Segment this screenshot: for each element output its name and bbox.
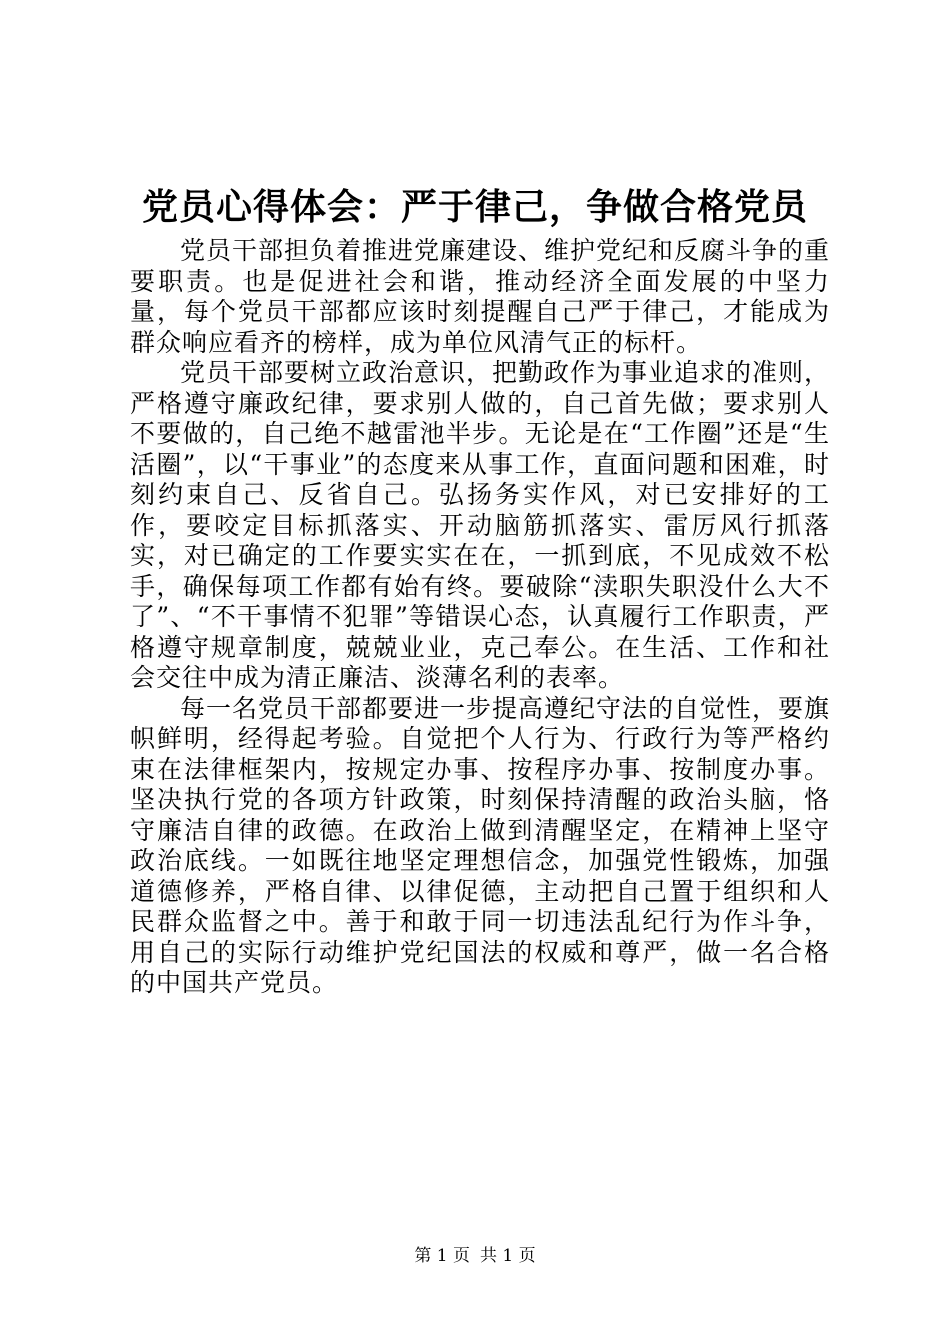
document-body	[130, 236, 830, 999]
paragraph-3: 每一名党员干部都要进一步提高遵纪守法的自觉性，要旗帜鲜明，经得起考验。自觉把个人行为、行政行为等严格约束在法律框架内，按规定办事、按程序办事、按制度办事。坚决执行党的各项方针政策，时刻保持清醒的政治头脑，恪守廉洁自律的政德。在政治上做到清醒坚定，在精神上坚守政治底线。一如既往地坚定理想信念，加强党性锻炼，加强道德修养，严格自律、以律促德，主动把自己置于组织和人民群众监督之中。善于和敢于同一切违法乱纪行为作斗争，用自己的实际行动维护党纪国法的权威和尊严，做一名合格的中国共产党员。	[130, 693, 831, 997]
page-total: 共 1 页	[480, 1246, 536, 1266]
document-title: 党员心得体会：严于律己，争做合格党员	[141, 187, 808, 228]
paragraph-1: 党员干部担负着推进党廉建设、维护党纪和反腐斗争的重要职责。也是促进社会和谐，推动经济全面发展的中坚力量，每个党员干部都应该时刻提醒自己严于律己，才能成为群众响应看齐的榜样，成为单位风清气正的标杆。	[130, 236, 831, 357]
page-footer	[0, 1244, 950, 1268]
paragraph-2: 党员干部要树立政治意识，把勤政作为事业追求的准则，严格遵守廉政纪律，要求别人做的，自己首先做；要求别人不要做的，自己绝不越雷池半步。无论是在“工作圈”还是“生活圈”，以“干事业”的态度来从事工作，直面问题和困难，时刻约束自己、反省自己。弘扬务实作风，对已安排好的工作，要咬定目标抓落实、开动脑筋抓落实、雷厉风行抓落实，对已确定的工作要实实在在，一抓到底，不见成效不松手，确保每项工作都有始有终。要破除“渎职失职没什么大不了”、“不干事情不犯罪”等错误心态，认真履行工作职责，严格遵守规章制度，兢兢业业，克己奉公。在生活、工作和社会交往中成为清正廉洁、淡薄名利的表率。	[130, 358, 831, 692]
page-number: 第 1 页	[414, 1246, 470, 1266]
